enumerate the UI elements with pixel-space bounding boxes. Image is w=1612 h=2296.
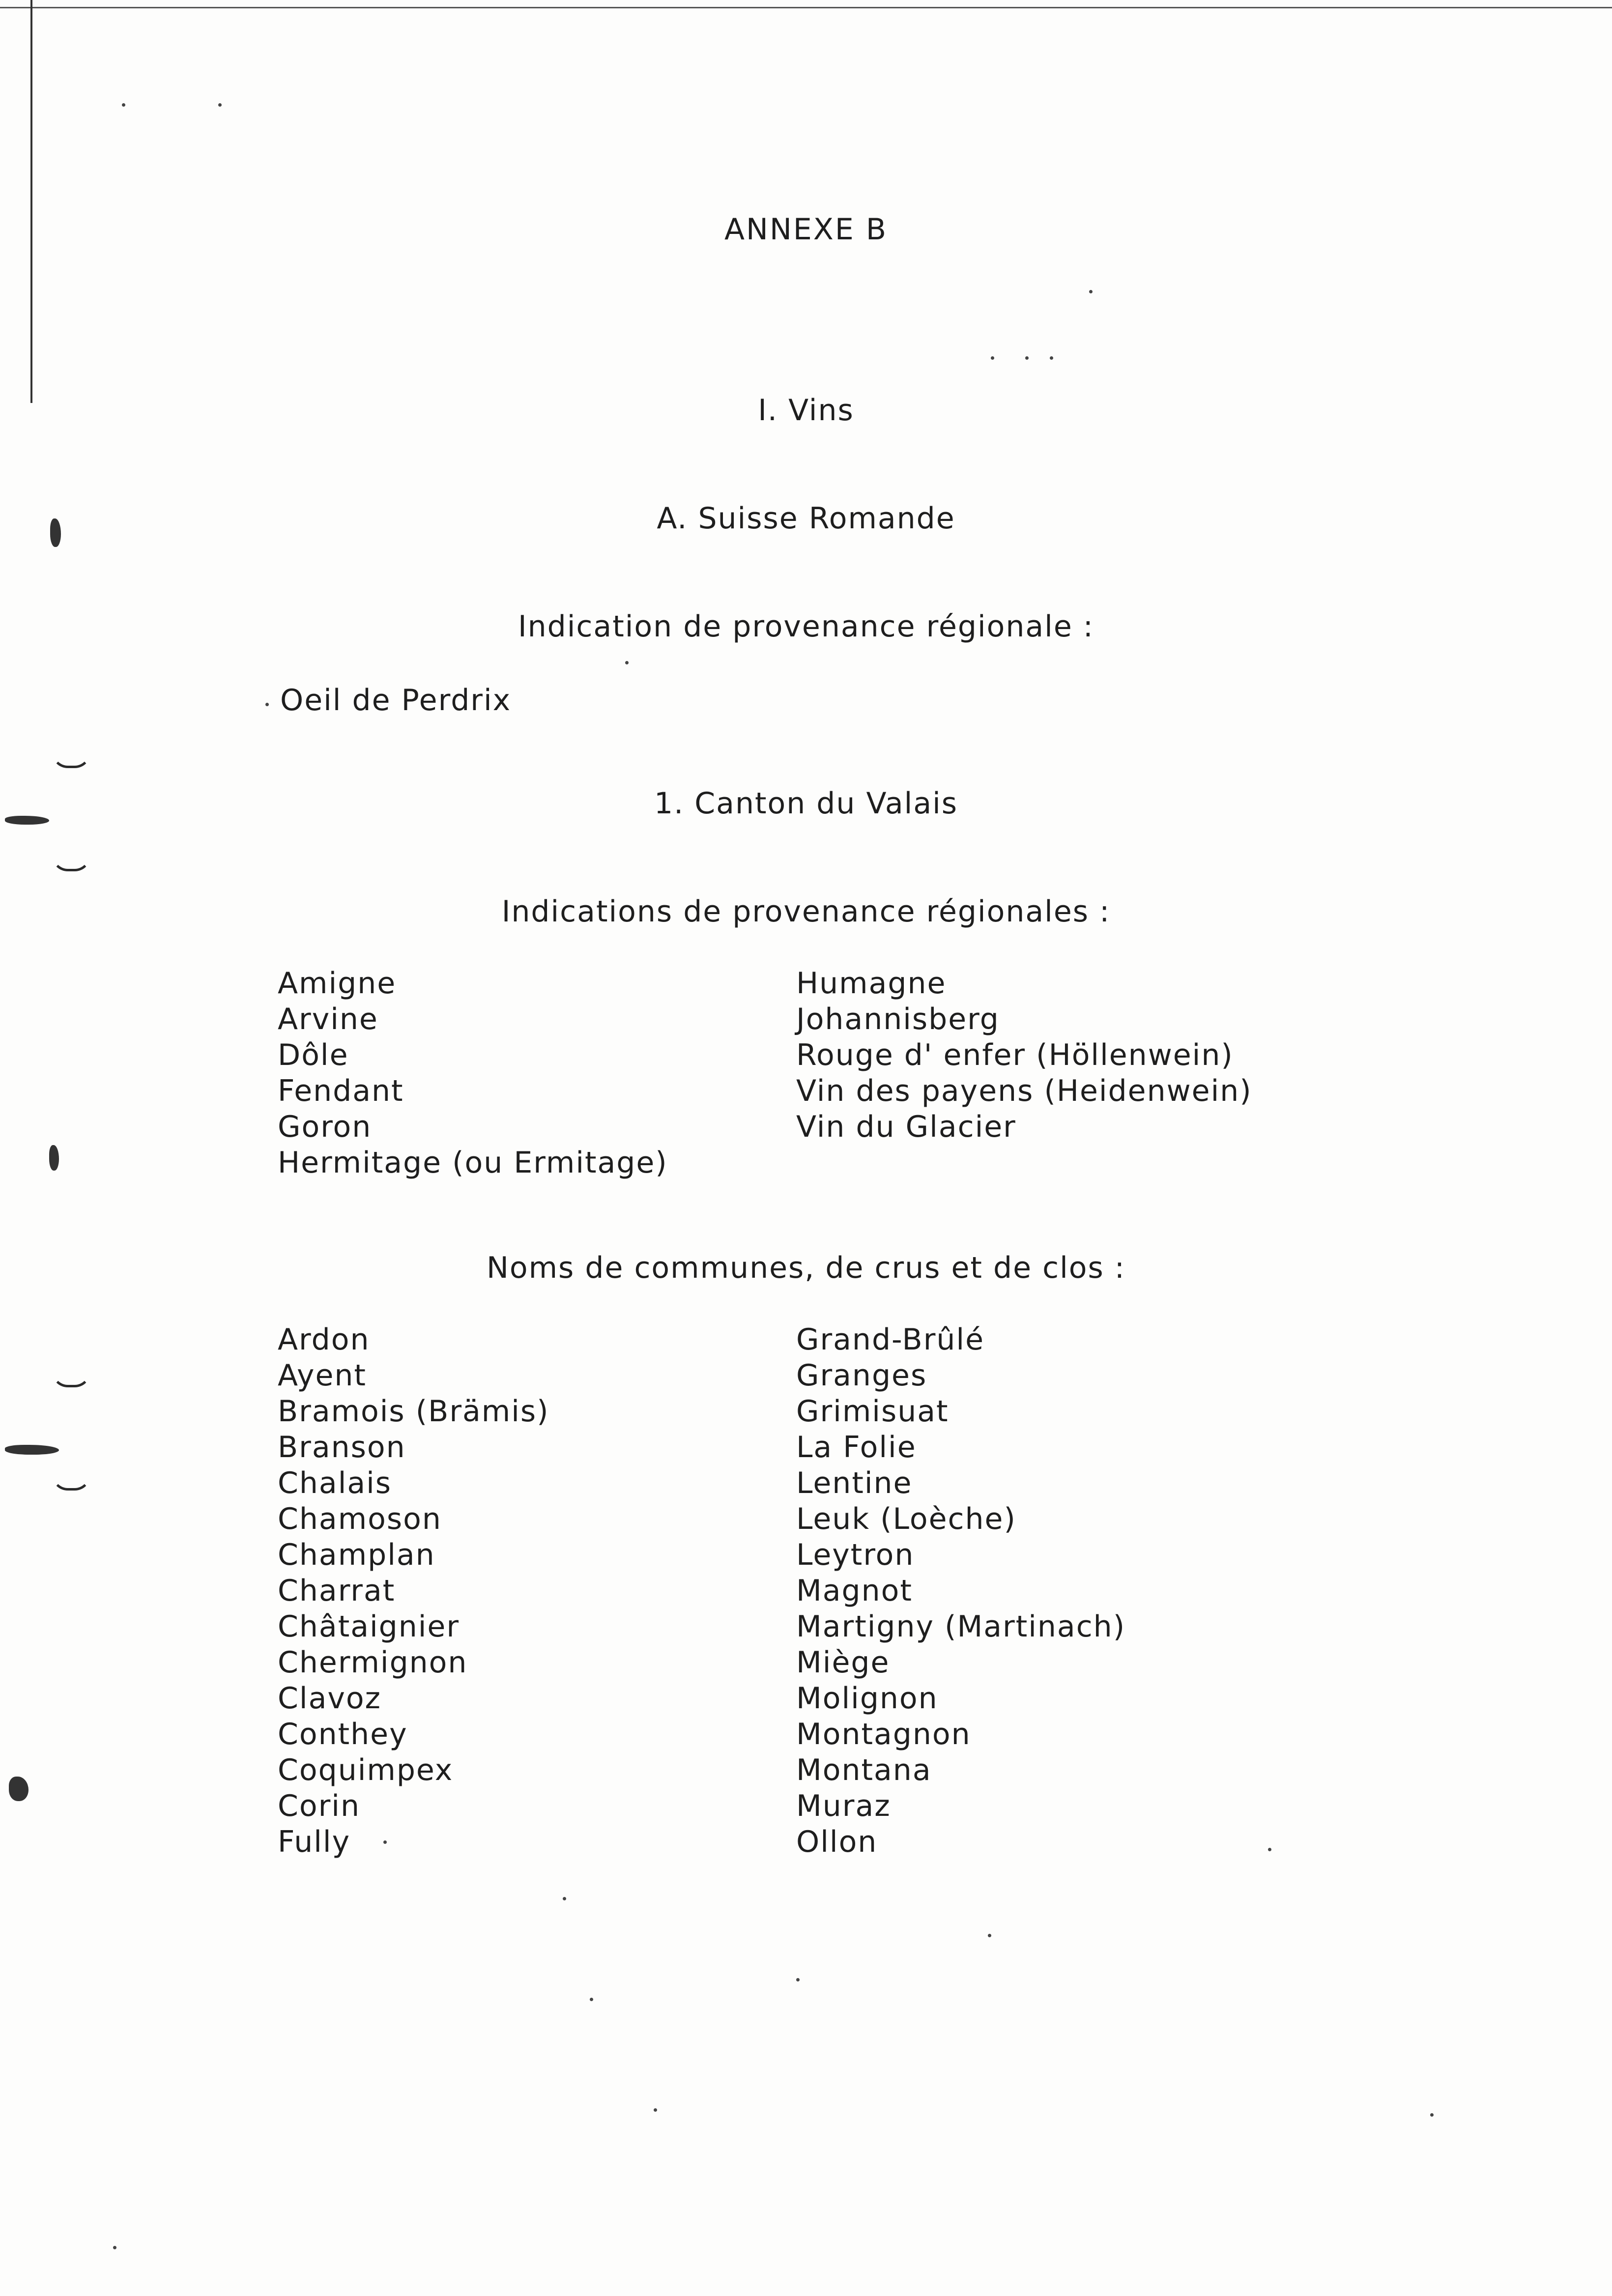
commune-item: Ardon <box>278 1322 370 1357</box>
annex-title: ANNEXE B <box>724 212 888 247</box>
commune-item: Lentine <box>796 1466 913 1500</box>
scan-speck <box>218 103 222 107</box>
regional-indication-item: Arvine <box>278 1002 378 1036</box>
commune-item: Chalais <box>278 1466 392 1500</box>
scan-speck <box>796 1978 800 1981</box>
commune-item: Leytron <box>796 1538 915 1572</box>
scan-speck <box>563 1897 566 1900</box>
scan-speck <box>991 356 994 360</box>
part-title: I. Vins <box>758 393 854 428</box>
regional-indication-item: Amigne <box>278 966 397 1001</box>
commune-item: Branson <box>278 1430 406 1464</box>
scan-speck <box>1089 290 1093 293</box>
scan-speck <box>625 661 629 664</box>
commune-item: Conthey <box>278 1717 408 1751</box>
margin-blot <box>5 816 49 825</box>
margin-mark <box>52 855 91 871</box>
region-title: A. Suisse Romande <box>657 501 955 536</box>
margin-mark <box>52 752 91 768</box>
scan-speck <box>1025 356 1029 360</box>
commune-item: Clavoz <box>278 1681 382 1716</box>
regional-indication-item: Vin des payens (Heidenwein) <box>796 1074 1252 1108</box>
scan-speck <box>113 2246 116 2249</box>
margin-mark <box>52 1474 91 1491</box>
commune-item: Fully <box>278 1825 351 1859</box>
commune-item: Bramois (Brämis) <box>278 1394 549 1429</box>
commune-item: Châtaignier <box>278 1609 460 1644</box>
margin-mark <box>52 1371 91 1387</box>
regional-indication-item: Goron <box>278 1110 372 1144</box>
margin-blot <box>5 1445 59 1455</box>
commune-item: Magnot <box>796 1574 913 1608</box>
scan-edge-line <box>0 7 1612 8</box>
canton-regional-heading: Indications de provenance régionales : <box>501 894 1111 929</box>
commune-item: Corin <box>278 1789 360 1823</box>
commune-item: La Folie <box>796 1430 917 1464</box>
scan-binding-line <box>30 0 32 403</box>
commune-item: Grimisuat <box>796 1394 949 1429</box>
regional-indication-item: Humagne <box>796 966 947 1001</box>
scan-speck <box>122 103 125 107</box>
margin-blot <box>9 1777 29 1801</box>
scan-speck <box>1268 1848 1271 1851</box>
commune-item: Ayent <box>278 1358 367 1393</box>
canton-title: 1. Canton du Valais <box>654 786 958 821</box>
communes-heading: Noms de communes, de crus et de clos : <box>487 1251 1125 1285</box>
regional-indication-item: Rouge d' enfer (Höllenwein) <box>796 1038 1234 1072</box>
commune-item: Granges <box>796 1358 927 1393</box>
commune-item: Ollon <box>796 1825 878 1859</box>
commune-item: Chamoson <box>278 1502 442 1536</box>
scan-speck <box>383 1840 387 1844</box>
regional-indication-heading: Indication de provenance régionale : <box>518 609 1094 644</box>
commune-item: Molignon <box>796 1681 938 1716</box>
scan-speck <box>265 703 269 706</box>
commune-item: Montagnon <box>796 1717 971 1751</box>
scan-speck <box>1050 356 1053 360</box>
regional-indication-item: Hermitage (ou Ermitage) <box>278 1146 668 1180</box>
commune-item: Miège <box>796 1645 890 1680</box>
commune-item: Chermignon <box>278 1645 468 1680</box>
communes-right-column <box>796 1322 1125 1860</box>
regional-indication-item: Dôle <box>278 1038 349 1072</box>
regional-indication-item: Fendant <box>278 1074 404 1108</box>
commune-item: Grand-Brûlé <box>796 1322 984 1357</box>
scan-speck <box>654 2108 657 2112</box>
regional-indication-item: Johannisberg <box>796 1002 1000 1036</box>
commune-item: Martigny (Martinach) <box>796 1609 1126 1644</box>
commune-item: Muraz <box>796 1789 891 1823</box>
margin-blot <box>49 1145 59 1171</box>
commune-item: Champlan <box>278 1538 435 1572</box>
commune-item: Montana <box>796 1753 932 1787</box>
regional-indications-left-column <box>278 966 668 1181</box>
commune-item: Charrat <box>278 1574 396 1608</box>
scan-speck <box>590 1998 593 2001</box>
regional-indications-right-column <box>796 966 1252 1145</box>
communes-left-column <box>278 1322 549 1860</box>
regional-indication-item: Oeil de Perdrix <box>280 683 512 718</box>
scan-speck <box>988 1934 991 1937</box>
commune-item: Leuk (Loèche) <box>796 1502 1016 1536</box>
scan-speck <box>1430 2113 1434 2117</box>
regional-indication-item: Vin du Glacier <box>796 1110 1016 1144</box>
commune-item: Coquimpex <box>278 1753 454 1787</box>
